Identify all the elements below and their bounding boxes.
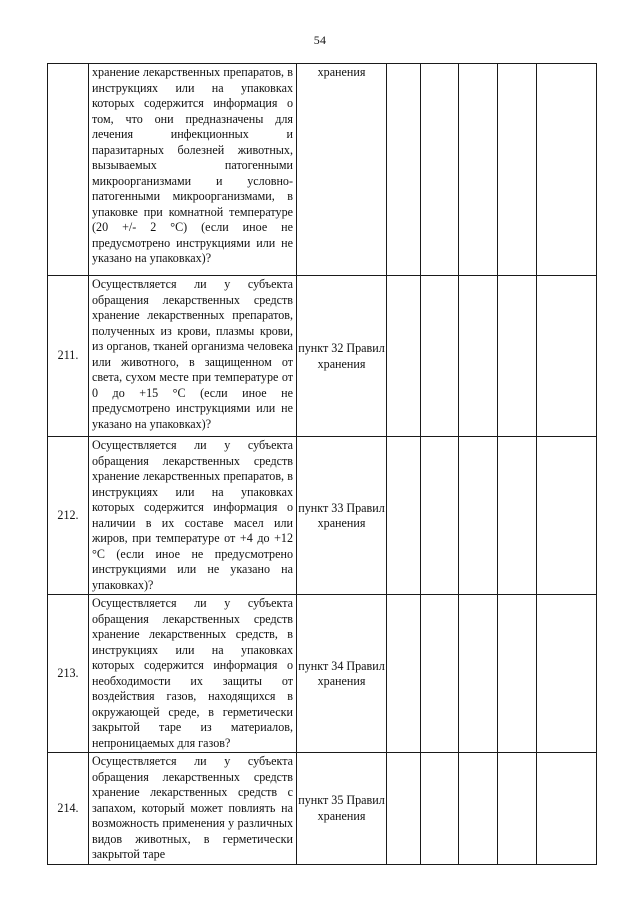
notes-cell[interactable] — [537, 753, 597, 865]
reference-cell: хранения — [297, 64, 387, 276]
table-row — [48, 64, 597, 276]
requirement-text: Осуществляется ли у субъекта обращения лекарственных средств хранение лекарственных средств, в инструкциях или на упаковках которых содержится информация о необходимости их защиты от воздействия газов, находящихся в окружающей среде, в герметически закрытой таре из материалов, непроницаемых для газов? — [92, 596, 293, 750]
answer-cell-no[interactable] — [421, 276, 459, 437]
answer-cell-yes[interactable] — [387, 753, 421, 865]
requirement-text: хранение лекарственных препаратов, в инструкциях или на упаковках которых содержится информация о том, что они предназначены для лечения инфекционных и паразитарных болезней животных, вызываемых патогенными микроорганизмами и условно-патогенными микроорганизмами, в упаковке при комнатной температуре (20 +/- 2 °С) (если иное не предусмотрено инструкциями или не указано на упаковках)? — [92, 65, 293, 265]
answer-cell-na[interactable] — [459, 753, 498, 865]
page-number: 54 — [313, 33, 327, 47]
answer-cell-extra[interactable] — [498, 753, 537, 865]
checklist-table — [47, 63, 597, 865]
answer-cell-na[interactable] — [459, 437, 498, 595]
requirement-text: Осуществляется ли у субъекта обращения лекарственных средств хранение лекарственных препаратов, полученных из крови, плазмы крови, из органов, тканей организма человека или животного, в защищенном от света, сухом месте при температуре от 0 до +15 °С (если иное не предусмотрено инструкциями или не указано на упаковках)? — [92, 277, 293, 431]
item-number-cell — [48, 64, 89, 276]
requirement-text: Осуществляется ли у субъекта обращения лекарственных средств хранение лекарственных препаратов, в инструкциях или на упаковках которых содержится информация о наличии в их составе масел или жиров, при температуре от +4 до +12 °С (если иное не предусмотрено инструкциями или не указано на упаковках)? — [92, 438, 293, 592]
answer-cell-na[interactable] — [459, 595, 498, 753]
item-number-cell: 214. — [48, 753, 89, 865]
table-row — [48, 276, 597, 437]
requirement-cell — [89, 753, 297, 865]
notes-cell[interactable] — [537, 276, 597, 437]
answer-cell-extra[interactable] — [498, 64, 537, 276]
answer-cell-yes[interactable] — [387, 64, 421, 276]
requirement-cell — [89, 276, 297, 437]
answer-cell-extra[interactable] — [498, 437, 537, 595]
notes-cell[interactable] — [537, 437, 597, 595]
item-number-cell: 212. — [48, 437, 89, 595]
requirement-cell — [89, 437, 297, 595]
answer-cell-extra[interactable] — [498, 595, 537, 753]
requirement-cell — [89, 64, 297, 276]
answer-cell-yes[interactable] — [387, 437, 421, 595]
answer-cell-no[interactable] — [421, 437, 459, 595]
answer-cell-no[interactable] — [421, 753, 459, 865]
answer-cell-yes[interactable] — [387, 276, 421, 437]
reference-cell: пункт 35 Правил хранения — [297, 753, 387, 865]
reference-cell: пункт 34 Правил хранения — [297, 595, 387, 753]
answer-cell-no[interactable] — [421, 64, 459, 276]
answer-cell-extra[interactable] — [498, 276, 537, 437]
answer-cell-na[interactable] — [459, 64, 498, 276]
notes-cell[interactable] — [537, 595, 597, 753]
item-number-cell: 213. — [48, 595, 89, 753]
table-row — [48, 595, 597, 753]
notes-cell[interactable] — [537, 64, 597, 276]
answer-cell-no[interactable] — [421, 595, 459, 753]
reference-cell: пункт 33 Правил хранения — [297, 437, 387, 595]
reference-cell: пункт 32 Правил хранения — [297, 276, 387, 437]
answer-cell-na[interactable] — [459, 276, 498, 437]
table-row — [48, 753, 597, 865]
answer-cell-yes[interactable] — [387, 595, 421, 753]
item-number-cell: 211. — [48, 276, 89, 437]
table-row — [48, 437, 597, 595]
requirement-cell — [89, 595, 297, 753]
requirement-text: Осуществляется ли у субъекта обращения лекарственных средств хранение лекарственных средств с запахом, который может повлиять на возможность применения у различных видов животных, в герметически закрытой таре — [92, 754, 293, 861]
